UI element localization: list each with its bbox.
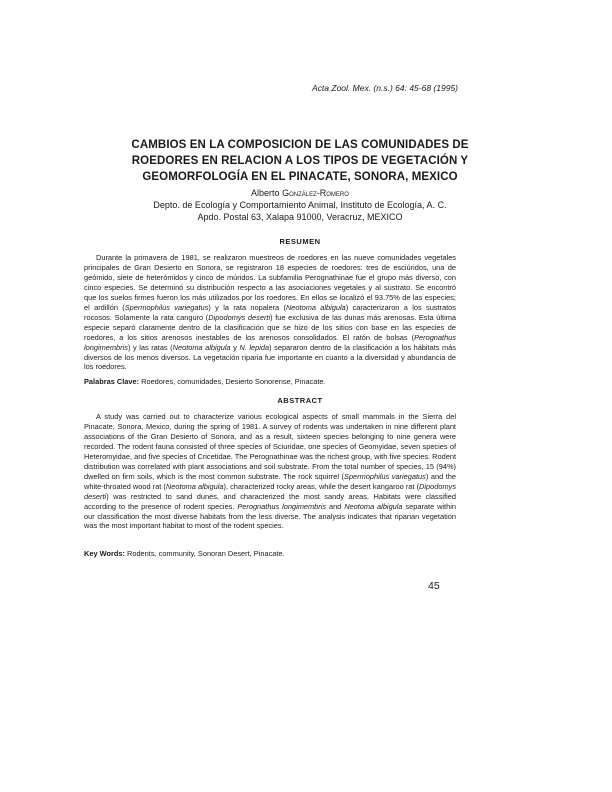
author-affiliation-1: Depto. de Ecología y Comportamiento Animal, Instituto de Ecología, A. C. [153, 200, 447, 210]
page-number: 45 [428, 580, 440, 592]
resumen-species-5: Neotoma albigula [172, 342, 231, 352]
abstract-species-1: Spermophilus variegatus [344, 471, 426, 481]
abstract-text-2: ) and the white-throated wood rat ( [84, 471, 456, 491]
resumen-keywords-text: Roedores, comunidades, Desierto Sonorense, Pinacate. [139, 377, 326, 386]
author-affiliation-2: Apdo. Postal 63, Xalapa 91000, Veracruz, MEXICO [197, 212, 403, 222]
resumen-text-3: ) caracterizaron a los sustratos rocosos. Solamente la rata canguro ( [84, 302, 456, 322]
resumen-keywords-label: Palabras Clave: [84, 377, 140, 386]
resumen-text-6: y [230, 342, 240, 352]
resumen-species-2: Neotoma albigula [285, 302, 346, 312]
abstract-text-1: A study was carried out to characterize various ecological aspects of small mammals in the Sierra del Pinacate, Sonora, Mexico, during the spring of 1981. A survey of rodents was undertaken in nine different plant associations of the Gran Desierto of Sonora, and as a result, sixteen species belonging to nine genera were recorded. The rodent fauna consisted of three species of Sciuridae, one species of Geomyidae, seven species of Heteromyidae, and five species of Cricetidae. The Perognathinae was the richest group, with five species. Rodent distribution was correlated with plant associations and soil substrate. From the total number of species, 15 (94%) dwelled on firm soils, which is the most common substrate. The rock squirrel ( [84, 412, 456, 481]
resumen-heading: RESUMEN [279, 237, 321, 246]
resumen-species-3: Dipodomys deserti [208, 312, 271, 322]
resumen-species-4: Perognathus longimembris [84, 332, 456, 352]
article-title [80, 137, 520, 185]
abstract-text-3: ), characterized rocky areas, while the desert kangaroo rat ( [223, 481, 420, 491]
abstract-species-3: Dipodomys deserti [84, 481, 457, 501]
abstract-keywords [84, 549, 456, 559]
abstract-text-6: separate within our classification the most diverse habitats from the less diverse. The analysis indicates that riparian vegetation was the most important habitat to most of the rodent species. [84, 501, 456, 531]
abstract-species-4: Perognathus longimembris [237, 501, 327, 511]
abstract-keywords-label: Key Words: [84, 549, 125, 558]
resumen-text-7: ) separaron dentro de la clasificación a los hábitats más diversos de los menos diversos. La vegetación riparia fue importante en cuanto a la diversidad y abundancia de los roedores. [84, 342, 456, 372]
abstract-text-4: ) was restricted to sand dunes, and characterized the most sandy areas. Habitats were classified according to the presence of rodent species. [84, 491, 456, 511]
resumen-species-1: Spermophilus variegatus [124, 302, 209, 312]
abstract-text-5: and [326, 501, 345, 511]
abstract-keywords-text: Rodents, community, Sonoran Desert, Pinacate. [124, 549, 285, 558]
resumen-text-5: ) y las ratas ( [127, 342, 173, 352]
author-block [80, 187, 520, 223]
resumen-text-2: ) y la rata nopalera ( [208, 302, 286, 312]
resumen-text-4: ) fue exclusiva de las dunas más arenosas. Esta última especie separó claramente dentro de la clasificación que se hizo de los sitios con base en las especies de roedores, a los sitios arenosos inestables de los arenosos consolidados. El ratón de bolsas ( [84, 312, 456, 342]
resumen-paragraph [84, 253, 456, 372]
abstract-heading: ABSTRACT [277, 396, 323, 405]
author-last-name: González-Romero [282, 188, 349, 198]
title-line-2: ROEDORES EN RELACION A LOS TIPOS DE VEGETACIÓN Y [131, 155, 469, 167]
author-name [80, 187, 520, 199]
resumen-keywords [84, 377, 456, 387]
abstract-species-5: Neotoma albigula [344, 501, 403, 511]
abstract-species-2: Neotoma albigula [165, 481, 224, 491]
journal-citation: Acta Zool. Mex. (n.s.) 64: 45-68 (1995) [312, 83, 458, 93]
abstract-paragraph [84, 412, 456, 531]
resumen-text-1: Durante la primavera de 1981, se realizaron muestreos de roedores en las nueve comunidades vegetales principales de Gran Desierto en Sonora, se registraron 18 especies de roedores: tres de esciúridos, una de geómido, siete de heterómidos y cinco de múridos. La subfamilia Perognathinae fue el grupo más diverso, con cinco especies. Se determinó su distribución respecto a las asociaciones vegetales y al sustrato. Se encontró que los suelos firmes fueron los más utilizados por los roedores. En ellos se localizó el 93.75% de las especies; el ardillón ( [84, 253, 456, 312]
resumen-species-6: N. lepida [239, 342, 270, 352]
title-line-1: CAMBIOS EN LA COMPOSICION DE LAS COMUNIDADES DE [131, 139, 469, 151]
author-first-name: Alberto [251, 188, 280, 198]
title-line-3: GEOMORFOLOGÍA EN EL PINACATE, SONORA, MEXICO [142, 171, 458, 183]
